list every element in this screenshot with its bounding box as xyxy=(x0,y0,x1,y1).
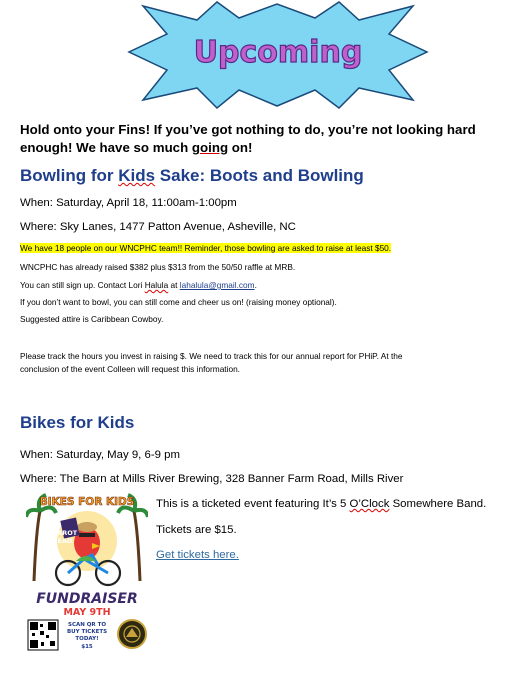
bowling-title-a: Bowling for xyxy=(20,166,119,185)
signup-c: . xyxy=(254,280,257,290)
poster-scan1: SCAN QR TO xyxy=(67,622,107,628)
poster-fundraiser: FUNDRAISER xyxy=(36,591,138,607)
bowling-cheer: If you don’t want to bowl, you can still come and cheer us on! (raising money optional). xyxy=(20,297,337,307)
signup-a: You can still sign up. Contact Lori xyxy=(20,280,145,290)
poster-price: $15 xyxy=(81,644,93,650)
bowling-title-kids: Kids xyxy=(118,166,156,185)
bikes-for-kids-poster xyxy=(26,491,148,654)
upcoming-banner xyxy=(127,0,429,110)
track-line-2: conclusion of the event Colleen will request this information. xyxy=(20,364,240,374)
bowling-title-c: Sake: Boots and Bowling xyxy=(155,166,364,185)
bowling-where: Where: Sky Lanes, 1477 Patton Avenue, Asheville, NC xyxy=(20,221,296,233)
bowling-highlight xyxy=(20,243,391,253)
bikes-desc-a: This is a ticketed event featuring It’s 5 xyxy=(156,498,350,510)
bikes-price: Tickets are $15. xyxy=(156,524,237,536)
poster-scan2: BUY TICKETS xyxy=(66,629,108,635)
intro-line-2a: enough! We have so much xyxy=(20,140,192,155)
bikes-where: Where: The Barn at Mills River Brewing, 328 Banner Farm Road, Mills River xyxy=(20,473,404,485)
signup-name: Halula xyxy=(144,280,169,290)
banner-title: Upcoming xyxy=(193,35,363,70)
signup-b: at xyxy=(168,280,180,290)
intro-line-2 xyxy=(20,139,500,157)
bikes-title: Bikes for Kids xyxy=(20,413,135,432)
poster-ribbon2: HEAD xyxy=(52,537,73,545)
bikes-desc xyxy=(156,498,486,510)
bikes-desc-oclock: O’Clock xyxy=(349,498,390,510)
bowling-attire: Suggested attire is Caribbean Cowboy. xyxy=(20,314,164,324)
bikes-desc-c: Somewhere Band. xyxy=(389,498,487,510)
brewery-logo-icon xyxy=(118,620,146,648)
bikes-when: When: Saturday, May 9, 6-9 pm xyxy=(20,449,180,461)
bowling-highlight-text: We have 18 people on our WNCPHC team!! Reminder, those bowling are asked to raise at least $50. xyxy=(20,243,392,253)
intro-line-1: Hold onto your Fins! If you’ve got nothing to do, you’re not looking hard xyxy=(20,122,476,137)
signup-email-link[interactable]: lahalula@gmail.com xyxy=(179,280,255,290)
track-line-1: Please track the hours you invest in raising $. We need to track this for our annual report for PHiP. At the xyxy=(20,351,403,361)
bowling-signup xyxy=(20,280,257,290)
poster-scan3: TODAY! xyxy=(75,636,99,642)
intro-text xyxy=(20,121,500,157)
bowling-when: When: Saturday, April 18, 11:00am-1:00pm xyxy=(20,197,237,209)
bowling-title xyxy=(20,166,364,186)
intro-line-2b: on! xyxy=(228,140,253,155)
poster-date: MAY 9TH xyxy=(63,607,111,618)
qr-code-icon xyxy=(28,620,58,650)
poster-ribbon1: PARROT xyxy=(48,529,78,537)
poster-line1: BIKES FOR KIDS xyxy=(39,496,135,508)
intro-going: going xyxy=(191,140,229,155)
bowling-raised: WNCPHC has already raised $382 plus $313 from the 50/50 raffle at MRB. xyxy=(20,262,296,272)
get-tickets-link[interactable]: Get tickets here. xyxy=(156,549,239,561)
